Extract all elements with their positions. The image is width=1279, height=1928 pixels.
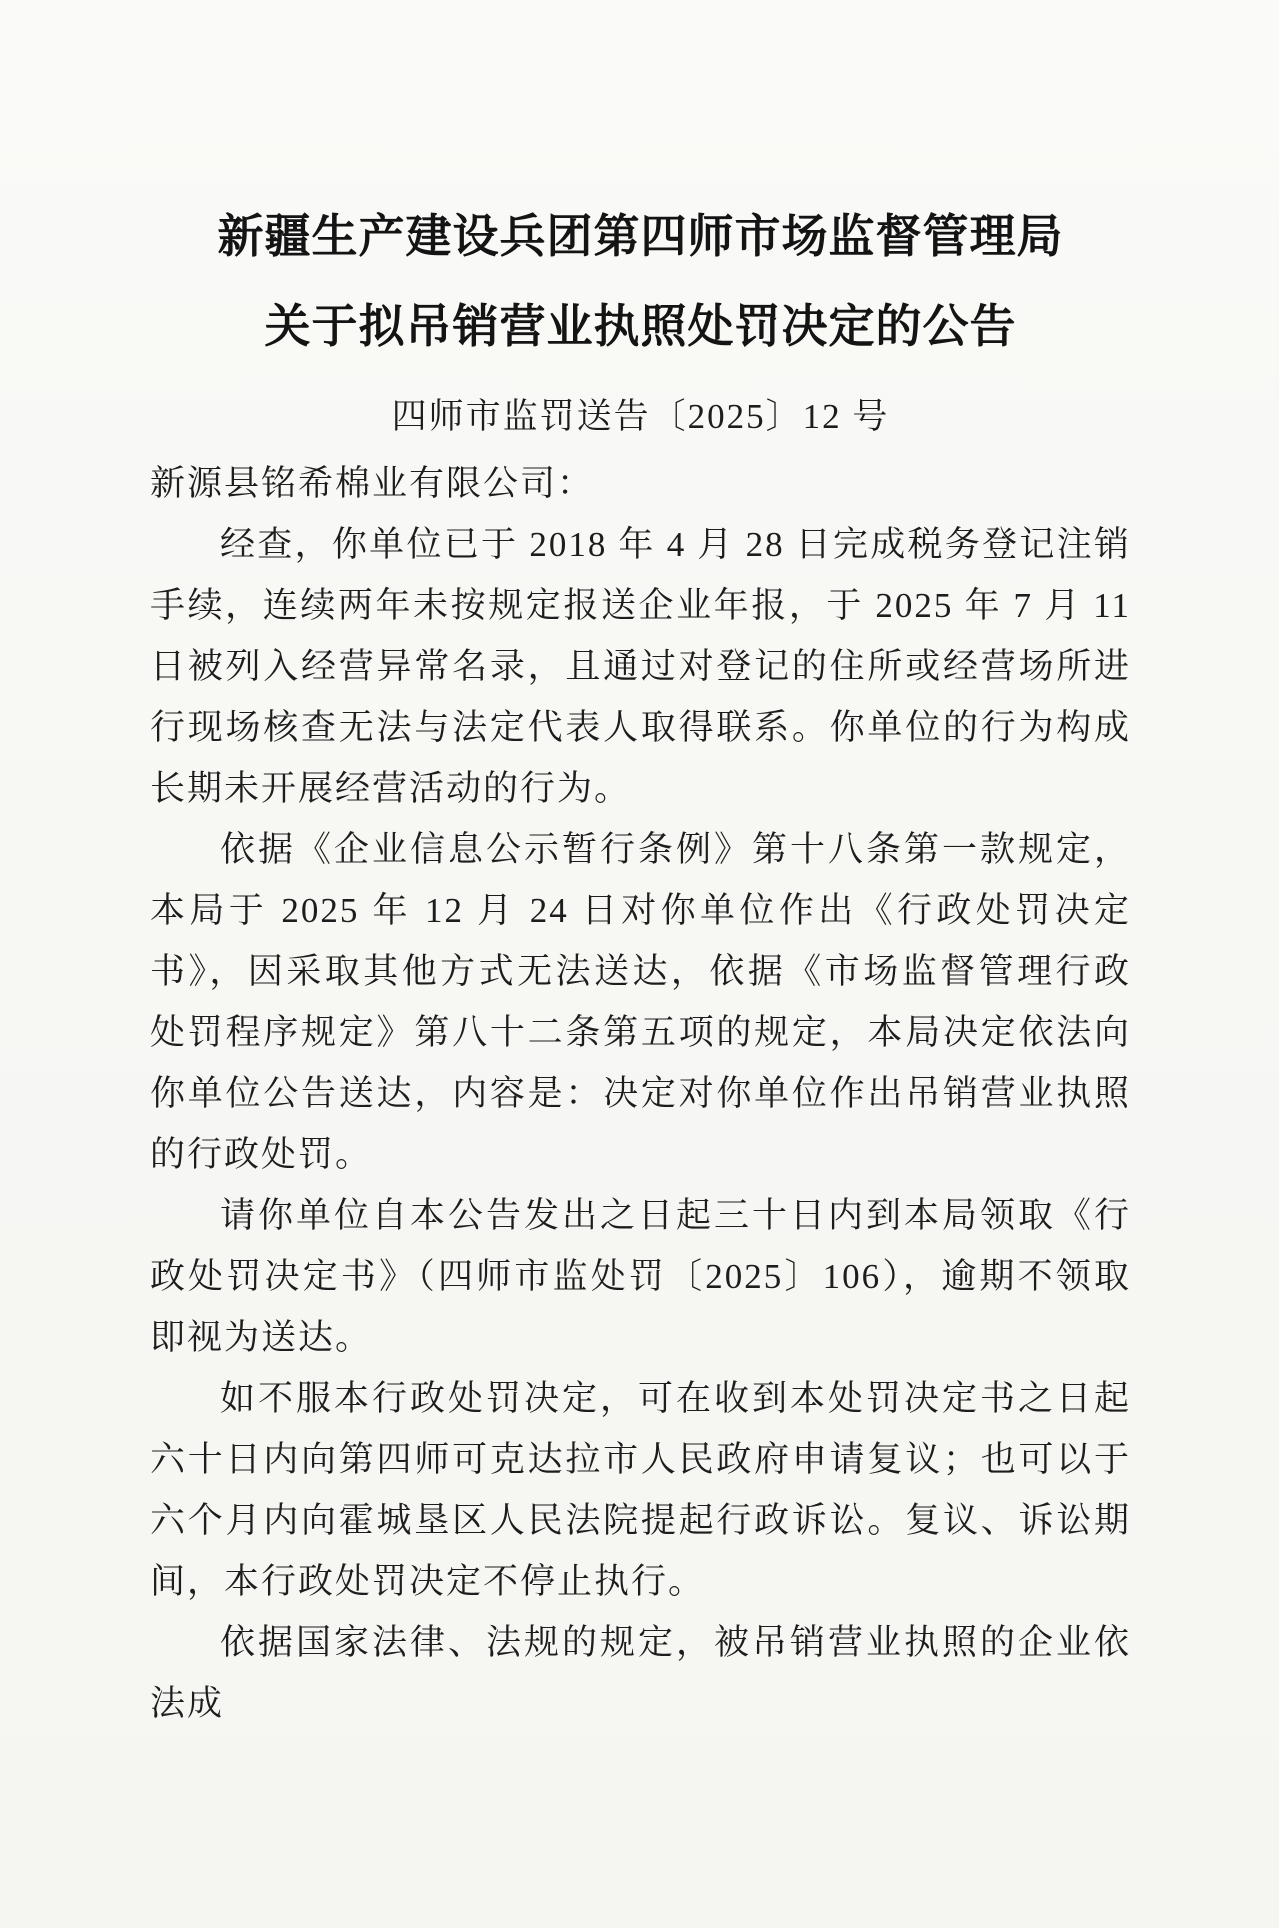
title-line-1: 新疆生产建设兵团第四师市场监督管理局 bbox=[217, 211, 1064, 262]
document-body bbox=[150, 453, 1131, 1734]
title-line-2: 关于拟吊销营业执照处罚决定的公告 bbox=[264, 300, 1017, 352]
paragraph-collection-notice: 请你单位自本公告发出之日起三十日内到本局领取《行政处罚决定书》（四师市监处罚〔2025〕106），逾期不领取即视为送达。 bbox=[150, 1196, 1131, 1358]
paragraph-closing-truncated: 依据国家法律、法规的规定，被吊销营业执照的企业依法成 bbox=[150, 1623, 1131, 1724]
document-number: 四师市监罚送告〔2025〕12 号 bbox=[391, 397, 890, 437]
paragraph-legal-basis: 依据《企业信息公示暂行条例》第十八条第一款规定，本局于 2025 年 12 月 24 日对你单位作出《行政处罚决定书》，因采取其他方式无法送达，依据《市场监督管理行政处罚程序规定》第八十二条第五项的规定，本局决定依法向你单位公告送达，内容是：决定对你单位作出吊销营业执照的行政处罚。 bbox=[150, 830, 1131, 1175]
paragraph-findings: 经查，你单位已于 2018 年 4 月 28 日完成税务登记注销手续，连续两年未按规定报送企业年报，于 2025 年 7 月 11 日被列入经营异常名录，且通过对登记的住所或经营场所进行现场核查无法与法定代表人取得联系。你单位的行为构成长期未开展经营活动的行为。 bbox=[150, 525, 1131, 809]
addressee-line: 新源县铭希棉业有限公司： bbox=[150, 464, 595, 504]
document-title bbox=[150, 192, 1131, 371]
paragraph-appeal-rights: 如不服本行政处罚决定，可在收到本处罚决定书之日起六十日内向第四师可克达拉市人民政府申请复议；也可以于六个月内向霍城垦区人民法院提起行政诉讼。复议、诉讼期间，本行政处罚决定不停止执行。 bbox=[150, 1379, 1131, 1602]
